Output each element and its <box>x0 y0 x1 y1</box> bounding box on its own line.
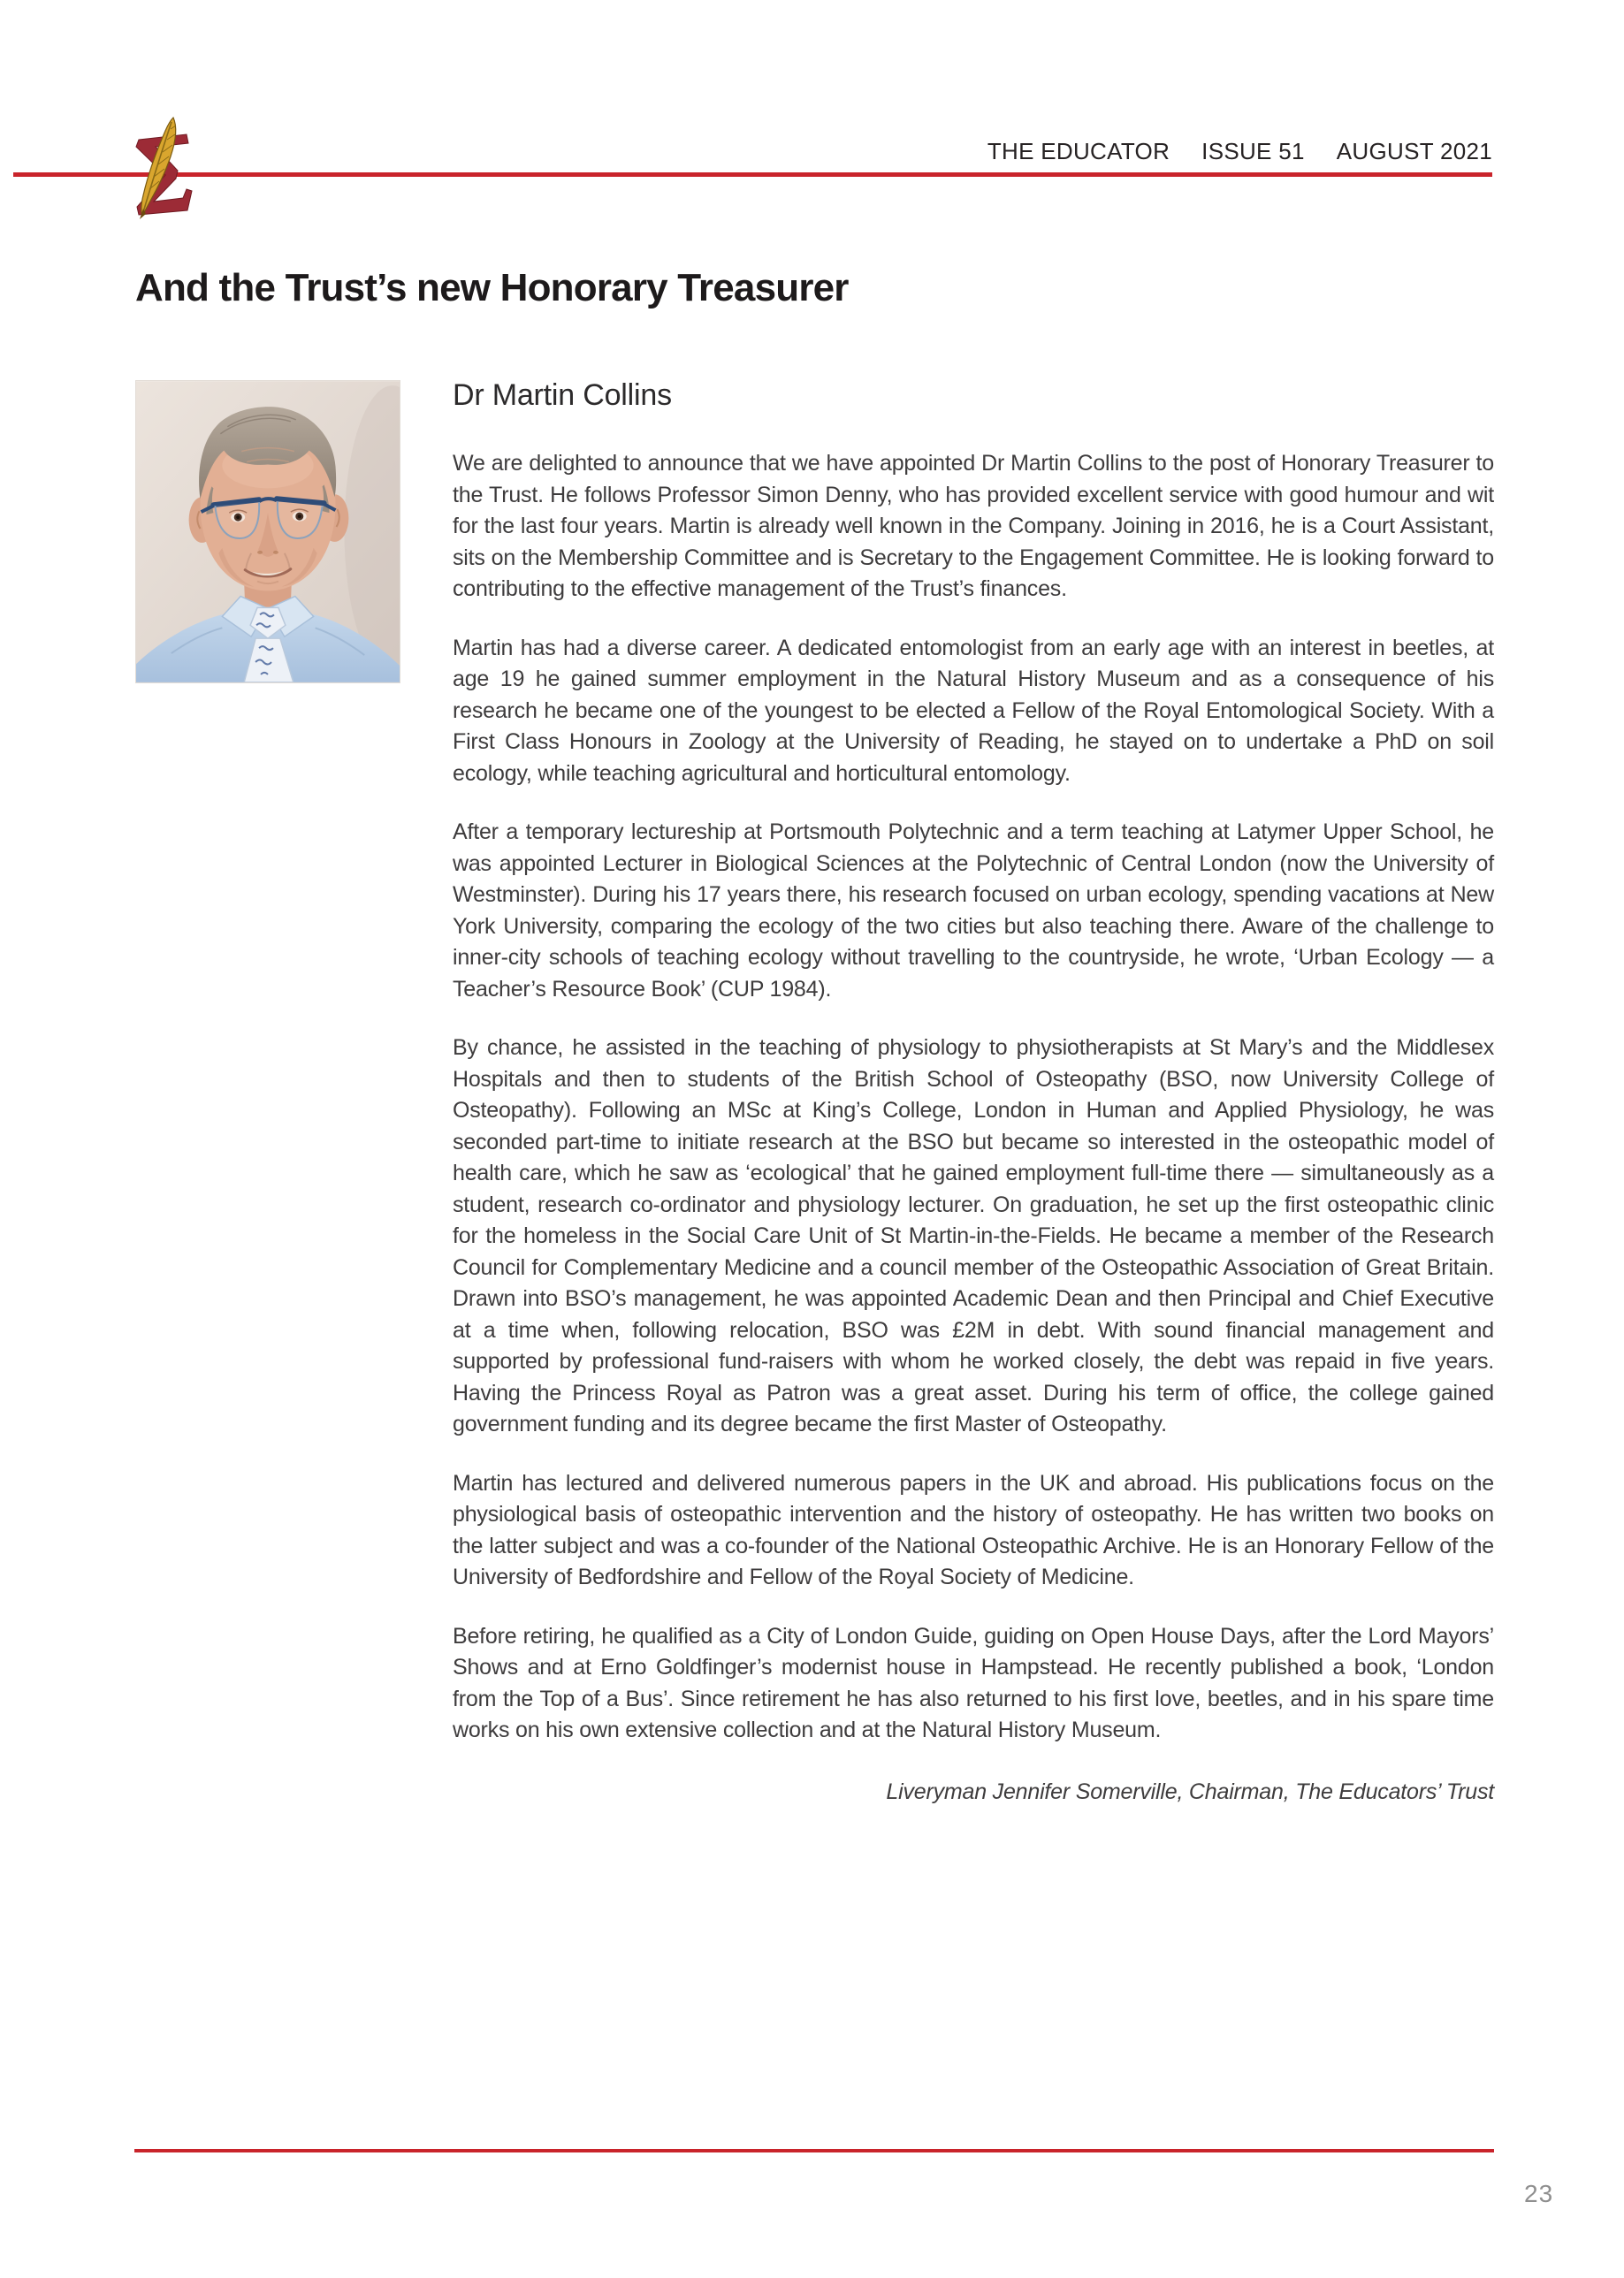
page-number: 23 <box>1524 2180 1554 2207</box>
header-meta <box>987 138 1492 165</box>
article-paragraph-4: By chance, he assisted in the teaching of physiology to physiotherapists at St Mary’s and the Middlesex Hospitals and then to students of the British School of Osteopathy (BSO, now University College of Osteopathy). Following an MSc at King’s College, London in Human and Applied Physiology, he was seconded part-time to initiate research at the BSO but became so interested in the osteopathic model of health care, which he saw as ‘ecological’ that he gained employment full-time there — simultaneously as a student, research co-ordinator and physiology lecturer. On graduation, he set up the first osteopathic clinic for the homeless in the Social Care Unit of St Martin-in-the-Fields. He became a member of the Research Council for Complementary Medicine and a council member of the Osteopathic Association of Great Britain. Drawn into BSO’s management, he was appointed Academic Dean and then Principal and Chief Executive at a time when, following relocation, BSO was £2M in debt. With sound financial management and supported by professional fund-raisers with whom he worked closely, the debt was repaid in five years. Having the Princess Royal as Patron was a great asset. During his term of office, the college gained government funding and its degree became the first Master of Osteopathy. <box>453 1035 1494 1436</box>
footer-divider <box>134 2149 1494 2152</box>
article-title: And the Trust’s new Honorary Treasurer <box>135 266 849 309</box>
article-paragraph-3: After a temporary lectureship at Portsmouth Polytechnic and a term teaching at Latymer Upper School, he was appointed Lecturer in Biological Sciences at the Polytechnic of Central London (now the University of Westminster). During his 17 years there, his research focused on urban ecology, spending vacations at New York University, comparing the ecology of the two cities but also teaching there. Aware of the challenge to inner-city schools of teaching ecology without travelling to the countryside, he wrote, ‘Urban Ecology — a Teacher’s Resource Book’ (CUP 1984). <box>453 819 1494 1002</box>
article-paragraph-6: Before retiring, he qualified as a City of London Guide, guiding on Open House Days, after the Lord Mayors’ Shows and at Erno Goldfinger’s modernist house in Hampstead. He recently published a book, ‘London from the Top of a Bus’. Since retirement he has also returned to his first love, beetles, and in his spare time works on his own extensive collection and at the Natural History Museum. <box>453 1623 1494 1742</box>
publication-name: THE EDUCATOR <box>987 138 1170 164</box>
article-body <box>453 378 1494 1805</box>
header-divider <box>13 172 1492 177</box>
portrait-photo <box>135 380 400 683</box>
article-paragraph-2: Martin has had a diverse career. A dedicated entomologist from an early age with an interest in beetles, at age 19 he gained summer employment in the Natural History Museum and as a consequence of his research he became one of the youngest to be elected a Fellow of the Royal Entomological Society. With a First Class Honours in Zoology at the University of Reading, he stayed on to undertake a PhD on soil ecology, while teaching agricultural and horticultural entomology. <box>453 635 1494 786</box>
byline: Liveryman Jennifer Somerville, Chairman, The Educators’ Trust <box>886 1779 1494 1804</box>
article-paragraph-1: We are delighted to announce that we have appointed Dr Martin Collins to the post of Honorary Treasurer to the Trust. He follows Professor Simon Denny, who has provided excellent service with good humour and wit for the last four years. Martin is already well known in the Company. Joining in 2016, he is a Court Assistant, sits on the Membership Committee and is Secretary to the Engagement Committee. He is looking forward to contributing to the effective management of the Trust’s finances. <box>453 451 1494 601</box>
subject-heading: Dr Martin Collins <box>453 378 672 412</box>
quill-logo-icon <box>131 116 196 220</box>
issue-number: ISSUE 51 <box>1201 138 1305 164</box>
article-paragraph-5: Martin has lectured and delivered numerous papers in the UK and abroad. His publications focus on the physiological basis of osteopathic intervention and the history of osteopathy. He has written two books on the latter subject and was a co-founder of the National Osteopathic Archive. He is an Honorary Fellow of the University of Bedfordshire and Fellow of the Royal Society of Medicine. <box>453 1470 1494 1589</box>
issue-date: AUGUST 2021 <box>1336 138 1492 164</box>
